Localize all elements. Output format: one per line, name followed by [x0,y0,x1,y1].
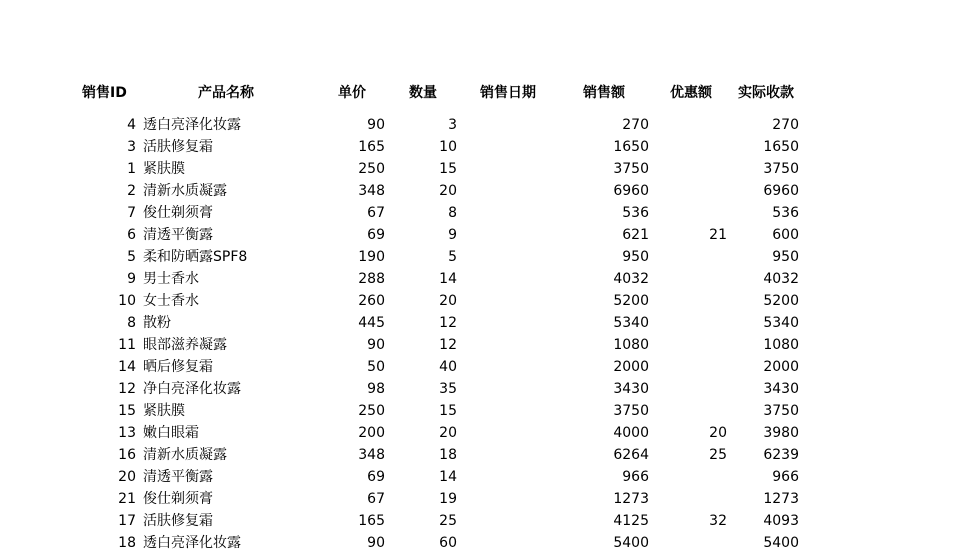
cell-quantity: 25 [439,513,457,529]
cell-quantity: 14 [439,271,457,287]
cell-sale-id: 1 [127,161,136,177]
header-unit-price: 单价 [338,85,366,101]
cell-product-name: 透白亮泽化妆露 [143,117,241,133]
cell-product-name: 紧肤膜 [143,403,185,419]
cell-sale-id: 15 [118,403,136,419]
cell-net-received: 3980 [763,425,799,441]
cell-net-received: 1650 [763,139,799,155]
cell-quantity: 40 [439,359,457,375]
cell-net-received: 5400 [763,535,799,551]
table-row [0,532,960,554]
cell-sale-id: 11 [118,337,136,353]
cell-unit-price: 250 [358,161,385,177]
header-quantity: 数量 [409,85,437,101]
cell-sale-id: 12 [118,381,136,397]
cell-quantity: 20 [439,183,457,199]
cell-sales-amount: 950 [622,249,649,265]
header-sale-id: 销售ID [82,85,127,101]
cell-quantity: 10 [439,139,457,155]
cell-product-name: 清透平衡露 [143,469,213,485]
table-row [0,334,960,356]
cell-product-name: 俊仕剃须膏 [143,491,213,507]
cell-net-received: 4093 [763,513,799,529]
cell-product-name: 嫩白眼霜 [143,425,199,441]
cell-sales-amount: 1650 [613,139,649,155]
cell-discount: 20 [709,425,727,441]
cell-product-name: 清透平衡露 [143,227,213,243]
cell-unit-price: 69 [367,469,385,485]
cell-sale-id: 13 [118,425,136,441]
table-row [0,444,960,466]
table-row [0,180,960,202]
cell-product-name: 眼部滋养凝露 [143,337,227,353]
cell-sales-amount: 270 [622,117,649,133]
cell-sales-amount: 5400 [613,535,649,551]
cell-discount: 25 [709,447,727,463]
cell-net-received: 1273 [763,491,799,507]
cell-product-name: 俊仕剃须膏 [143,205,213,221]
table-row [0,312,960,334]
table-row [0,114,960,136]
cell-quantity: 8 [448,205,457,221]
cell-net-received: 536 [772,205,799,221]
cell-quantity: 3 [448,117,457,133]
cell-quantity: 15 [439,161,457,177]
cell-quantity: 14 [439,469,457,485]
cell-sale-id: 20 [118,469,136,485]
cell-unit-price: 260 [358,293,385,309]
cell-product-name: 晒后修复霜 [143,359,213,375]
cell-unit-price: 98 [367,381,385,397]
cell-sales-amount: 4000 [613,425,649,441]
table-body [0,114,960,554]
cell-sales-amount: 3430 [613,381,649,397]
cell-sales-amount: 6264 [613,447,649,463]
cell-sale-id: 6 [127,227,136,243]
cell-sales-amount: 621 [622,227,649,243]
cell-net-received: 5340 [763,315,799,331]
table-row [0,356,960,378]
cell-product-name: 清新水质凝露 [143,447,227,463]
cell-sales-amount: 6960 [613,183,649,199]
table-row [0,290,960,312]
cell-sales-amount: 5340 [613,315,649,331]
cell-sale-id: 18 [118,535,136,551]
cell-sale-id: 10 [118,293,136,309]
cell-net-received: 4032 [763,271,799,287]
cell-sale-id: 9 [127,271,136,287]
cell-unit-price: 348 [358,183,385,199]
cell-quantity: 60 [439,535,457,551]
cell-quantity: 12 [439,337,457,353]
table-row [0,158,960,180]
cell-unit-price: 190 [358,249,385,265]
cell-sale-id: 8 [127,315,136,331]
cell-net-received: 600 [772,227,799,243]
cell-net-received: 3430 [763,381,799,397]
cell-product-name: 净白亮泽化妆露 [143,381,241,397]
cell-product-name: 透白亮泽化妆露 [143,535,241,551]
header-net-received: 实际收款 [738,85,794,101]
cell-sales-amount: 2000 [613,359,649,375]
table-row [0,224,960,246]
cell-unit-price: 348 [358,447,385,463]
table-row [0,466,960,488]
cell-quantity: 5 [448,249,457,265]
cell-sale-id: 7 [127,205,136,221]
table-header [0,82,960,104]
cell-sales-amount: 1273 [613,491,649,507]
cell-quantity: 20 [439,293,457,309]
cell-unit-price: 165 [358,513,385,529]
cell-net-received: 1080 [763,337,799,353]
cell-net-received: 270 [772,117,799,133]
cell-net-received: 3750 [763,161,799,177]
table-row [0,246,960,268]
cell-unit-price: 67 [367,205,385,221]
cell-unit-price: 90 [367,535,385,551]
cell-sale-id: 2 [127,183,136,199]
cell-quantity: 15 [439,403,457,419]
cell-sale-id: 14 [118,359,136,375]
cell-sale-id: 16 [118,447,136,463]
cell-sales-amount: 536 [622,205,649,221]
table-row [0,136,960,158]
header-sale-date: 销售日期 [480,85,536,101]
cell-quantity: 35 [439,381,457,397]
cell-quantity: 19 [439,491,457,507]
cell-unit-price: 200 [358,425,385,441]
table-row [0,378,960,400]
cell-quantity: 12 [439,315,457,331]
cell-sale-id: 3 [127,139,136,155]
cell-product-name: 紧肤膜 [143,161,185,177]
table-row [0,202,960,224]
cell-sales-amount: 4125 [613,513,649,529]
cell-product-name: 清新水质凝露 [143,183,227,199]
cell-net-received: 5200 [763,293,799,309]
cell-unit-price: 69 [367,227,385,243]
cell-product-name: 男士香水 [143,271,199,287]
cell-sales-amount: 5200 [613,293,649,309]
cell-sales-amount: 1080 [613,337,649,353]
cell-sales-amount: 966 [622,469,649,485]
table-row [0,488,960,510]
header-product-name: 产品名称 [198,85,254,101]
cell-quantity: 9 [448,227,457,243]
cell-quantity: 20 [439,425,457,441]
cell-product-name: 散粉 [143,315,171,331]
cell-net-received: 3750 [763,403,799,419]
cell-unit-price: 165 [358,139,385,155]
cell-product-name: 活肤修复霜 [143,139,213,155]
cell-product-name: 活肤修复霜 [143,513,213,529]
cell-sale-id: 4 [127,117,136,133]
cell-quantity: 18 [439,447,457,463]
cell-sales-amount: 4032 [613,271,649,287]
table-row [0,400,960,422]
cell-unit-price: 50 [367,359,385,375]
cell-unit-price: 250 [358,403,385,419]
cell-unit-price: 90 [367,337,385,353]
table-row [0,268,960,290]
cell-discount: 21 [709,227,727,243]
cell-product-name: 女士香水 [143,293,199,309]
cell-sale-id: 21 [118,491,136,507]
cell-unit-price: 90 [367,117,385,133]
cell-sale-id: 5 [127,249,136,265]
cell-net-received: 966 [772,469,799,485]
cell-product-name: 柔和防晒露SPF8 [143,249,248,265]
cell-unit-price: 288 [358,271,385,287]
cell-net-received: 2000 [763,359,799,375]
cell-net-received: 6239 [763,447,799,463]
table-row [0,510,960,532]
header-discount: 优惠额 [670,85,712,101]
cell-unit-price: 445 [358,315,385,331]
cell-discount: 32 [709,513,727,529]
table-row [0,422,960,444]
cell-net-received: 6960 [763,183,799,199]
cell-sales-amount: 3750 [613,161,649,177]
cell-net-received: 950 [772,249,799,265]
cell-sales-amount: 3750 [613,403,649,419]
cell-sale-id: 17 [118,513,136,529]
header-sales-amount: 销售额 [583,85,625,101]
cell-unit-price: 67 [367,491,385,507]
